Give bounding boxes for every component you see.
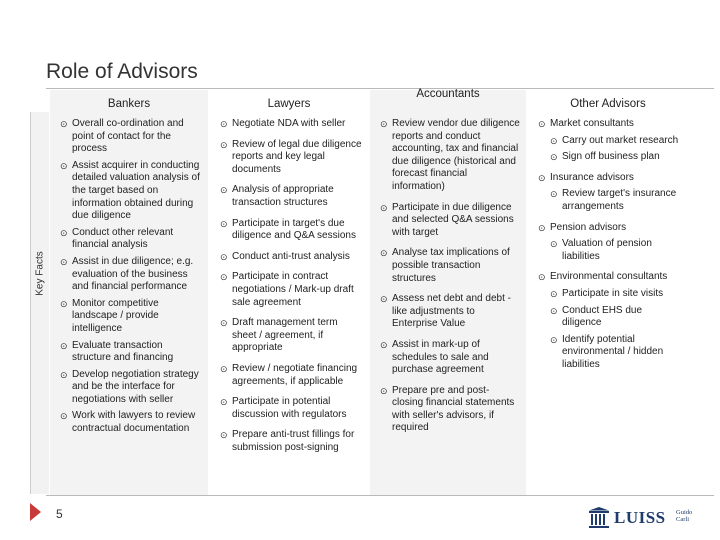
list-item-text: Prepare anti-trust fillings for submission post-signing (232, 429, 355, 453)
sub-list-item-text: Participate in site visits (562, 287, 664, 299)
list-item (380, 339, 520, 377)
bullet-icon: ⊙ (550, 288, 558, 299)
list-item-text: Review of legal due diligence reports and key legal documents (232, 138, 362, 175)
list-item (60, 410, 202, 435)
bullet-icon: ⊙ (550, 135, 558, 146)
list-item-text: Review / negotiate financing agreements, if applicable (232, 362, 358, 387)
sub-list-item-text: Valuation of pension liabilities (562, 238, 652, 262)
list-item-text: Conduct anti-trust analysis (232, 250, 350, 262)
accountants-list (380, 118, 520, 443)
column-heading-other-advisors: Other Advisors (570, 98, 646, 110)
list-item-text: Work with lawyers to review contractual documentation (72, 410, 196, 435)
list-item (220, 218, 362, 243)
bullet-icon: ⊙ (220, 272, 228, 283)
bullet-icon: ⊙ (220, 185, 228, 196)
page-marker-icon (30, 503, 41, 521)
bullet-icon: ⊙ (60, 411, 68, 422)
sub-list-item-text: Conduct EHS due diligence (562, 304, 643, 329)
column-heading-lawyers: Lawyers (267, 98, 311, 110)
bullet-icon: ⊙ (380, 294, 388, 305)
list-item (220, 184, 362, 209)
bullet-icon: ⊙ (550, 239, 558, 250)
list-item-text: Environmental consultants (550, 271, 668, 283)
bullet-icon: ⊙ (380, 119, 388, 129)
list-item-text: Pension advisors (550, 221, 627, 233)
sub-list-item (538, 305, 682, 330)
bullet-icon: ⊙ (60, 298, 68, 309)
sub-list-item (538, 238, 682, 263)
building-icon (588, 507, 610, 529)
list-item-text: Assist in mark-up of schedules to sale and purchase agreement (392, 338, 489, 376)
bullet-icon: ⊙ (380, 385, 388, 396)
bullet-icon: ⊙ (220, 363, 228, 374)
list-item (60, 256, 202, 294)
column-heading-bankers: Bankers (107, 98, 151, 110)
list-item (220, 139, 362, 177)
bullet-icon: ⊙ (538, 172, 546, 183)
list-item-text: Assist acquirer in conducting detailed valuation analysis of the target based on information obtained during due diligence (72, 159, 200, 222)
logo-subtext: Guido Carli (676, 509, 693, 523)
bullet-icon: ⊙ (538, 272, 546, 283)
lawyers-list (220, 118, 362, 462)
key-facts-sidebar (30, 112, 49, 494)
column-bankers (50, 90, 208, 495)
bullet-icon: ⊙ (550, 305, 558, 316)
list-item (220, 396, 362, 421)
list-item-text: Market consultants (550, 118, 634, 129)
column-accountants (370, 90, 526, 495)
list-item (538, 118, 682, 131)
bullet-icon: ⊙ (60, 340, 68, 351)
list-item (380, 118, 520, 194)
column-lawyers (210, 90, 368, 495)
list-item-text: Participate in due diligence and selected Q&A sessions with target (392, 201, 514, 238)
bullet-icon: ⊙ (550, 152, 558, 163)
bullet-icon: ⊙ (220, 318, 228, 329)
list-item (380, 247, 520, 285)
logo-wordmark: LUISS (614, 508, 666, 527)
list-item (60, 160, 202, 223)
bullet-icon: ⊙ (220, 139, 228, 150)
bullet-icon: ⊙ (60, 119, 68, 129)
list-item (380, 385, 520, 435)
sub-list-item-text: Carry out market research (562, 134, 679, 146)
list-item-text: Insurance advisors (550, 171, 634, 183)
bullet-icon: ⊙ (60, 160, 68, 171)
bullet-icon: ⊙ (550, 334, 558, 345)
sub-list-item (538, 151, 682, 164)
list-item (538, 271, 682, 284)
bullet-icon: ⊙ (60, 369, 68, 380)
list-item-text: Participate in contract negotiations / Mark-up draft sale agreement (232, 271, 354, 308)
list-item (60, 118, 202, 156)
list-item (220, 118, 362, 131)
sub-list-item (538, 288, 682, 301)
list-item (60, 298, 202, 336)
list-item (538, 172, 682, 185)
list-item-text: Conduct other relevant financial analysis (72, 226, 174, 251)
list-item-text: Participate in target's due diligence and Q&A sessions (232, 217, 356, 242)
bullet-icon: ⊙ (220, 218, 228, 229)
list-item-text: Assess net debt and debt -like adjustments to Enterprise Value (392, 293, 511, 330)
bullet-icon: ⊙ (220, 397, 228, 408)
bullet-icon: ⊙ (60, 227, 68, 238)
bullet-icon: ⊙ (60, 256, 68, 267)
page-number: 5 (56, 507, 63, 521)
list-item-text: Review vendor due diligence reports and conduct accounting, tax and financial due diligence (historical and forecast financial information) (392, 118, 520, 192)
sub-list-item-text: Sign off business plan (562, 151, 660, 163)
list-item (60, 227, 202, 252)
list-item (60, 369, 202, 407)
column-heading-accountants: Accountants (416, 88, 480, 100)
luiss-logo (588, 506, 700, 530)
list-item-text: Evaluate transaction structure and financing (72, 339, 174, 364)
list-item-text: Negotiate NDA with seller (232, 118, 346, 129)
list-item-text: Participate in potential discussion with regulators (232, 396, 347, 420)
list-item (380, 202, 520, 240)
list-item (60, 340, 202, 365)
list-item (538, 222, 682, 235)
list-item-text: Develop negotiation strategy and be the interface for negotiations with seller (72, 368, 199, 405)
sub-list-item-text: Review target's insurance arrangements (562, 188, 677, 212)
bullet-icon: ⊙ (538, 222, 546, 233)
bullet-icon: ⊙ (550, 189, 558, 200)
list-item-text: Monitor competitive landscape / provide intelligence (72, 297, 159, 334)
bullet-icon: ⊙ (538, 119, 546, 129)
key-facts-label: Key Facts (34, 251, 46, 296)
list-item (220, 251, 362, 264)
list-item-text: Draft management term sheet / agreement, if appropriate (232, 317, 338, 354)
column-other-advisors (528, 90, 688, 495)
list-item-text: Analysis of appropriate transaction structures (232, 184, 334, 208)
sub-list-item (538, 188, 682, 213)
bullet-icon: ⊙ (380, 248, 388, 259)
list-item (220, 363, 362, 388)
list-item (220, 271, 362, 309)
bullet-icon: ⊙ (380, 202, 388, 213)
bullet-icon: ⊙ (220, 119, 228, 129)
list-item-text: Analyse tax implications of possible transaction structures (392, 247, 510, 284)
list-item-text: Overall co-ordination and point of contact for the process (72, 118, 184, 155)
list-item-text: Assist in due diligence; e.g. evaluation of the business and financial performance (72, 255, 194, 293)
list-item (380, 293, 520, 331)
sub-list-item-text: Identify potential environmental / hidden liabilities (562, 333, 664, 370)
list-item (220, 317, 362, 355)
other-advisors-list (538, 118, 682, 380)
sub-list-item (538, 334, 682, 372)
bankers-list (60, 118, 202, 440)
bullet-icon: ⊙ (220, 430, 228, 441)
bullet-icon: ⊙ (220, 251, 228, 262)
list-item (220, 429, 362, 454)
list-item-text: Prepare pre and post-closing financial statements with seller's advisors, if required (392, 384, 515, 434)
sub-list-item (538, 135, 682, 148)
bullet-icon: ⊙ (380, 339, 388, 350)
slide-title: Role of Advisors (46, 60, 198, 83)
footer-divider (46, 495, 714, 496)
